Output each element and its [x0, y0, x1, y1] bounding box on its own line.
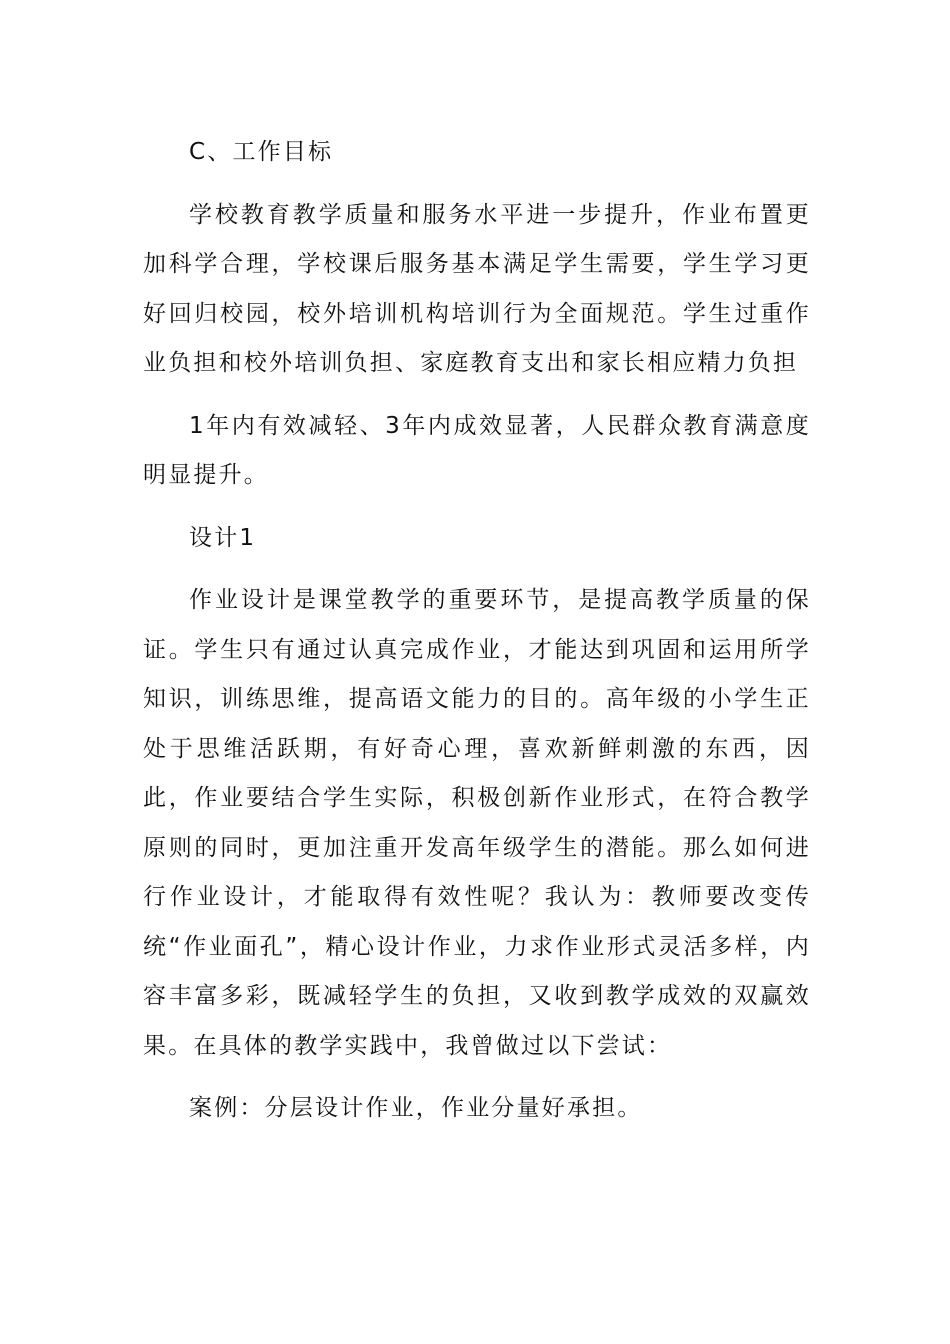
section-heading: C、工作目标	[189, 139, 334, 165]
design-heading: 设计1	[189, 524, 257, 551]
case-paragraph: 案例：分层设计作业，作业分量好承担。	[189, 1095, 643, 1121]
goal-paragraph: 学校教育教学质量和服务水平进一步提升，作业布置更加科学合理，学校课后服务基本满足学生需要，学生学习更好回归校园，校外培训机构培训行为全面规范。学生过重作业负担和校外培训负担、家庭教育支出和家长相应精力负担	[143, 201, 811, 376]
goal-result-paragraph: 1年内有效减轻、3年内成效显著，人民群众教育满意度明显提升。	[143, 412, 811, 488]
design-paragraph: 作业设计是课堂教学的重要环节，是提高教学质量的保证。学生只有通过认真完成作业，才能达到巩固和运用所学知识，训练思维，提高语文能力的目的。高年级的小学生正处于思维活跃期，有好奇心理，喜欢新鲜刺激的东西，因此，作业要结合学生实际，积极创新作业形式，在符合教学原则的同时，更加注重开发高年级学生的潜能。那么如何进行作业设计，才能取得有效性呢？我认为：教师要改变传统“作业面孔”，精心设计作业，力求作业形式灵活多样，内容丰富多彩，既减轻学生的负担，又收到教学成效的双赢效果。在具体的教学实践中，我曾做过以下尝试：	[143, 587, 811, 1059]
document-body	[143, 128, 811, 1134]
